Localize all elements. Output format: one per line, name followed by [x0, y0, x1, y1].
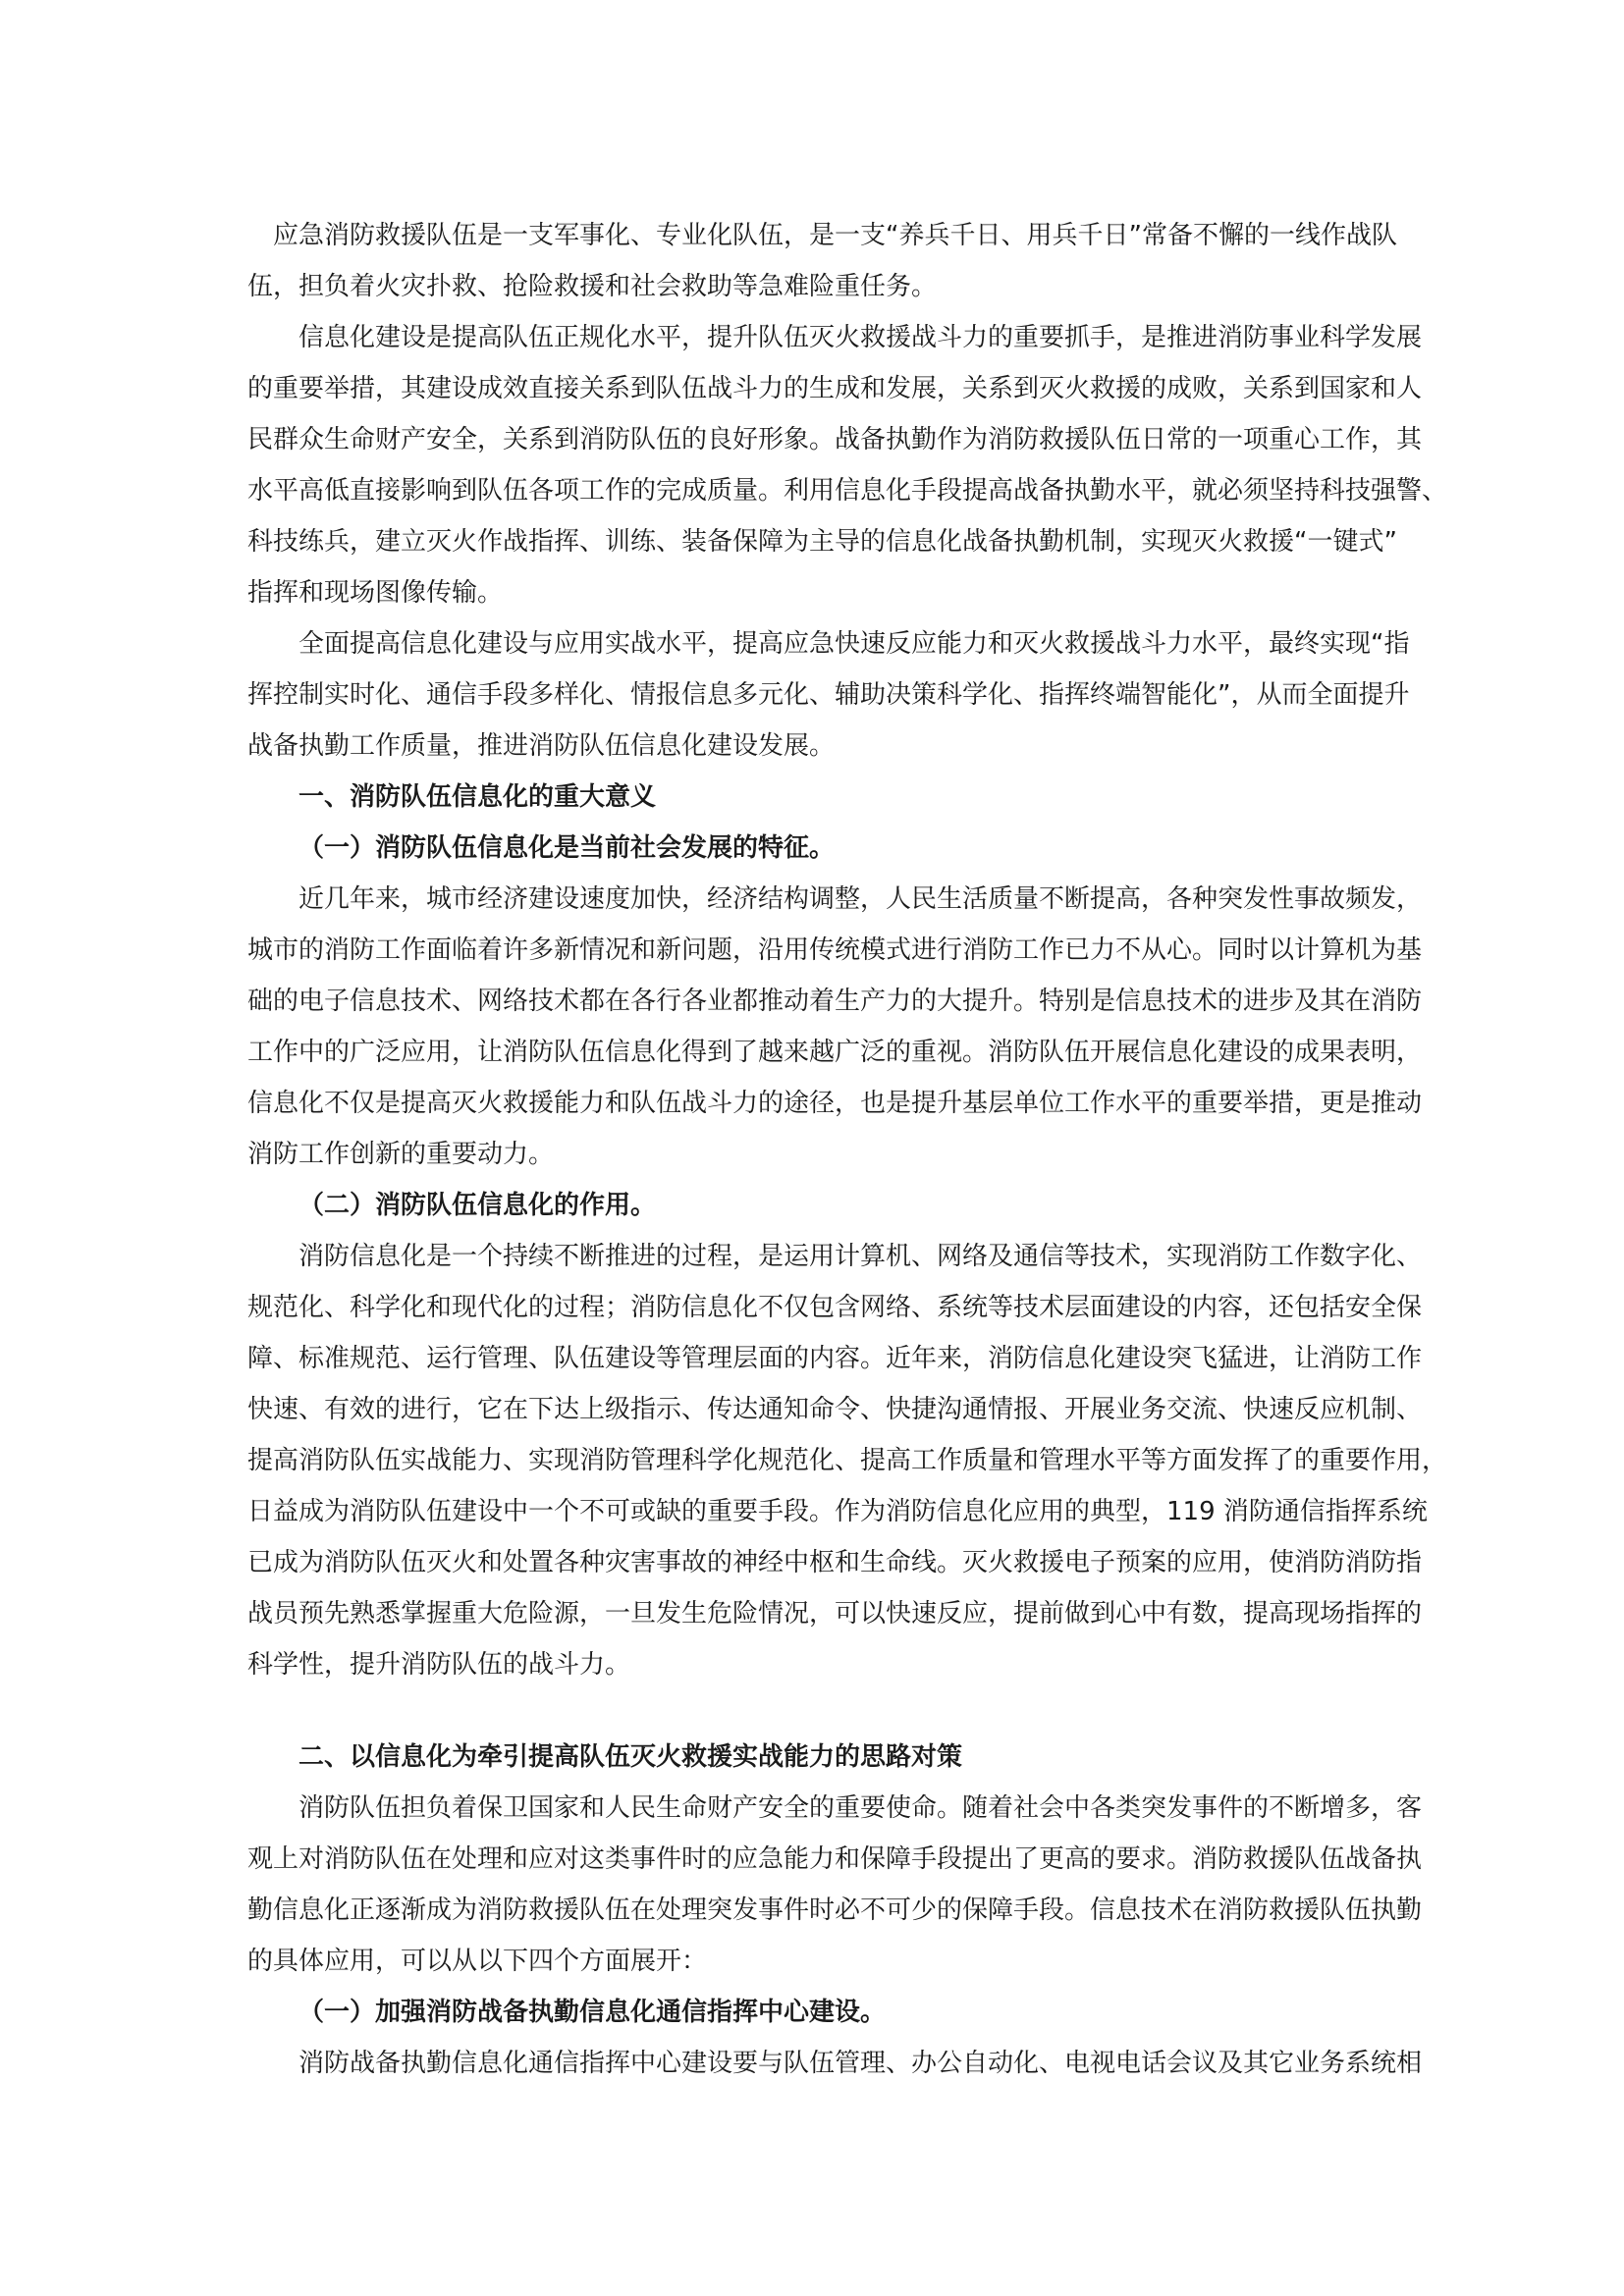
paragraph-line: 挥控制实时化、通信手段多样化、情报信息多元化、辅助决策科学化、指挥终端智能化”，从而全面提升 [247, 680, 1410, 710]
paragraph-line: 消防战备执勤信息化通信指挥中心建设要与队伍管理、办公自动化、电视电话会议及其它业务系统相 [298, 2049, 1423, 2078]
paragraph-line: 的重要举措，其建设成效直接关系到队伍战斗力的生成和发展，关系到灭火救援的成败，关系到国家和人 [247, 374, 1423, 403]
paragraph-line: 观上对消防队伍在处理和应对这类事件时的应急能力和保障手段提出了更高的要求。消防救援队伍战备执 [247, 1844, 1423, 1874]
paragraph-line: 应急消防救援队伍是一支军事化、专业化队伍，是一支“养兵千日、用兵千日”常备不懈的一线作战队 [273, 221, 1397, 250]
paragraph-line: 工作中的广泛应用，让消防队伍信息化得到了越来越广泛的重视。消防队伍开展信息化建设的成果表明， [247, 1038, 1423, 1067]
paragraph-line: 消防队伍担负着保卫国家和人民生命财产安全的重要使命。随着社会中各类突发事件的不断增多，客 [298, 1793, 1423, 1823]
paragraph-line: 础的电子信息技术、网络技术都在各行各业都推动着生产力的大提升。特别是信息技术的进步及其在消防 [247, 987, 1423, 1016]
document-page [247, 210, 1448, 2089]
paragraph-line: 勤信息化正逐渐成为消防救援队伍在处理突发事件时必不可少的保障手段。信息技术在消防救援队伍执勤 [247, 1896, 1423, 1925]
paragraph-line: 已成为消防队伍灭火和处置各种灾害事故的神经中枢和生命线。灭火救援电子预案的应用，使消防消防指 [247, 1548, 1423, 1577]
section-spacer [247, 1690, 1382, 1732]
paragraph-line: 近几年来，城市经济建设速度加快，经济结构调整，人民生活质量不断提高，各种突发性事故频发， [298, 884, 1423, 914]
paragraph-line: 消防工作创新的重要动力。 [247, 1140, 555, 1169]
paragraph-line: 的具体应用，可以从以下四个方面展开： [247, 1947, 708, 1976]
paragraph-line: 规范化、科学化和现代化的过程；消防信息化不仅包含网络、系统等技术层面建设的内容，还包括安全保 [247, 1293, 1423, 1322]
paragraph-line: 日益成为消防队伍建设中一个不可或缺的重要手段。作为消防信息化应用的典型，119 消防通信指挥系统 [247, 1497, 1428, 1526]
paragraph-line: 消防信息化是一个持续不断推进的过程，是运用计算机、网络及通信等技术，实现消防工作数字化、 [298, 1242, 1423, 1271]
section-heading [247, 772, 1382, 823]
paragraph-line: 快速、有效的进行，它在下达上级指示、传达通知命令、快捷沟通情报、开展业务交流、快速反应机制、 [247, 1395, 1423, 1424]
paragraph [247, 874, 1423, 1180]
heading-text: （一）消防队伍信息化是当前社会发展的特征。 [298, 833, 836, 863]
paragraph-line: 全面提高信息化建设与应用实战水平，提高应急快速反应能力和灭火救援战斗力水平，最终实现“指 [298, 629, 1410, 659]
paragraph-line: 提高消防队伍实战能力、实现消防管理科学化规范化、提高工作质量和管理水平等方面发挥了的重要作用， [247, 1446, 1448, 1475]
paragraph-line: 障、标准规范、运行管理、队伍建设等管理层面的内容。近年来，消防信息化建设突飞猛进，让消防工作 [247, 1344, 1423, 1373]
paragraph [247, 2038, 1423, 2089]
paragraph-line: 战员预先熟悉掌握重大危险源，一旦发生危险情况，可以快速反应，提前做到心中有数，提高现场指挥的 [247, 1599, 1423, 1629]
paragraph [247, 1231, 1448, 1690]
paragraph-line: 信息化不仅是提高灭火救援能力和队伍战斗力的途径，也是提升基层单位工作水平的重要举措，更是推动 [247, 1089, 1423, 1118]
heading-text: 一、消防队伍信息化的重大意义 [298, 782, 657, 812]
section-heading [247, 1180, 1382, 1231]
paragraph-line: 指挥和现场图像传输。 [247, 578, 504, 608]
paragraph-line: 水平高低直接影响到队伍各项工作的完成质量。利用信息化手段提高战备执勤水平，就必须坚持科技强警、 [247, 476, 1448, 506]
paragraph-line: 科技练兵，建立灭火作战指挥、训练、装备保障为主导的信息化战备执勤机制，实现灭火救援“一键式” [247, 527, 1397, 557]
heading-text: （二）消防队伍信息化的作用。 [298, 1191, 657, 1220]
paragraph-line: 战备执勤工作质量，推进消防队伍信息化建设发展。 [247, 731, 836, 761]
paragraph [247, 618, 1410, 772]
paragraph-line: 城市的消防工作面临着许多新情况和新问题，沿用传统模式进行消防工作已力不从心。同时以计算机为基 [247, 935, 1423, 965]
heading-text: 二、以信息化为牵引提高队伍灭火救援实战能力的思路对策 [298, 1742, 963, 1772]
heading-text: （一）加强消防战备执勤信息化通信指挥中心建设。 [298, 1998, 887, 2027]
paragraph [247, 210, 1397, 312]
paragraph-line: 民群众生命财产安全，关系到消防队伍的良好形象。战备执勤作为消防救援队伍日常的一项重心工作，其 [247, 425, 1423, 454]
section-heading [247, 1732, 1382, 1783]
paragraph [247, 312, 1448, 618]
paragraph-line: 信息化建设是提高队伍正规化水平，提升队伍灭火救援战斗力的重要抓手，是推进消防事业科学发展 [298, 323, 1423, 352]
section-heading [247, 1987, 1382, 2038]
section-heading [247, 823, 1382, 874]
paragraph [247, 1783, 1423, 1987]
paragraph-line: 伍，担负着火灾扑救、抢险救援和社会救助等急难险重任务。 [247, 272, 938, 301]
paragraph-line: 科学性，提升消防队伍的战斗力。 [247, 1650, 631, 1680]
